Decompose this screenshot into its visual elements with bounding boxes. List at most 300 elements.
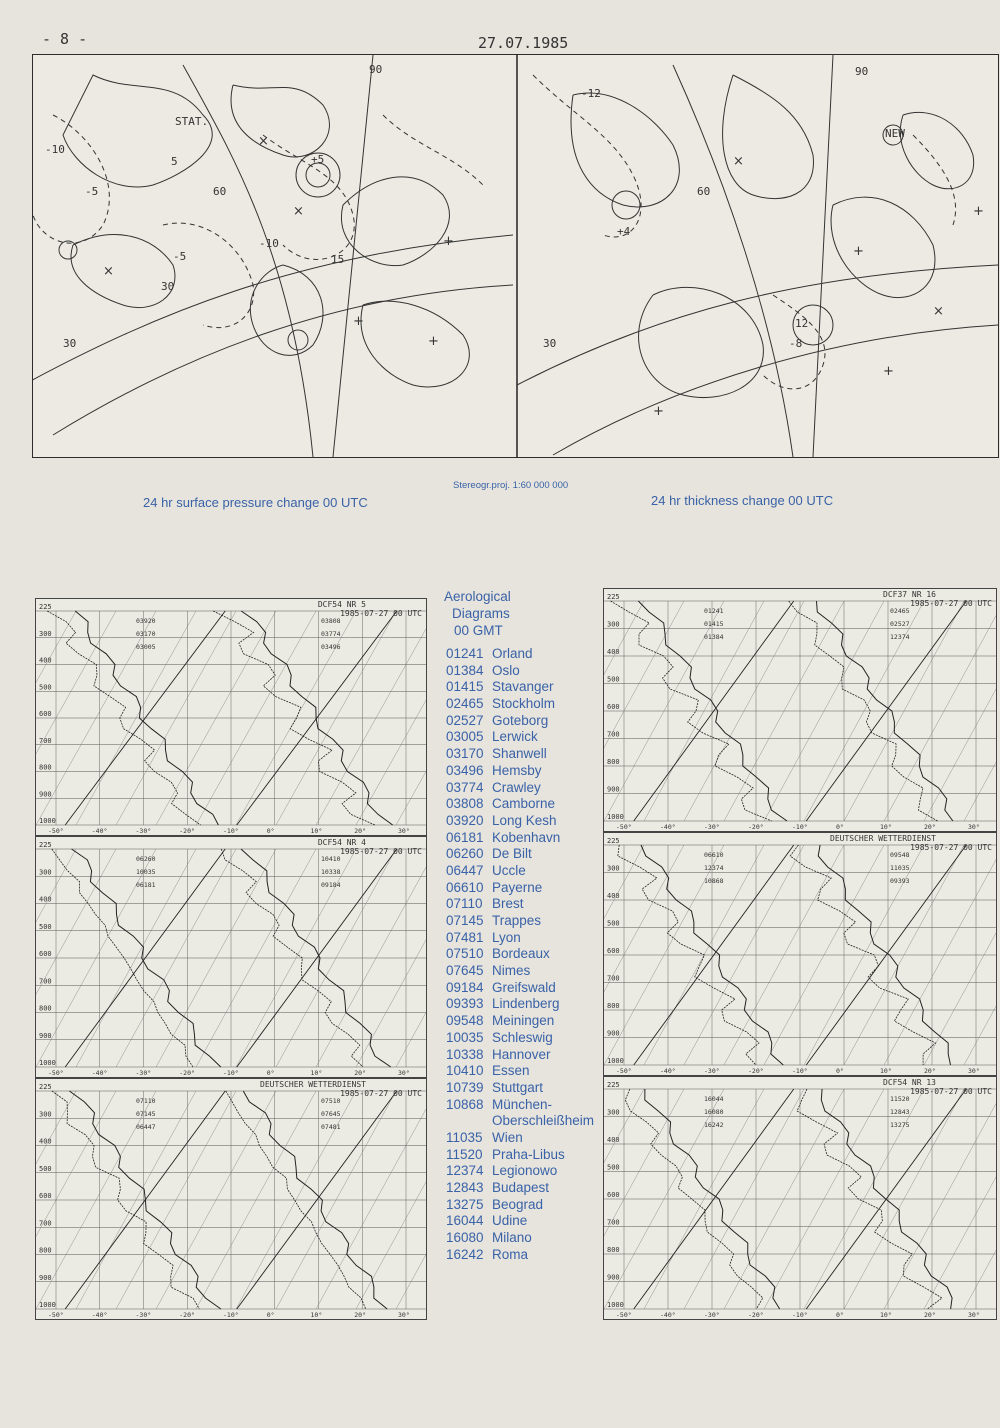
svg-text:×: × bbox=[733, 154, 744, 169]
pressure-label: 700 bbox=[39, 1219, 52, 1228]
svg-text:+: + bbox=[973, 204, 984, 219]
temperature-label: -20° bbox=[748, 823, 764, 831]
diagram-station-id: 06447 bbox=[136, 1123, 156, 1131]
station-id: 13275 bbox=[446, 1196, 484, 1212]
diagram-station-id: 03808 bbox=[321, 617, 341, 625]
station-id: 11520 bbox=[446, 1146, 483, 1162]
temperature-label: 10° bbox=[880, 1311, 892, 1319]
station-name: Lindenberg bbox=[492, 996, 560, 1012]
temperature-label: -50° bbox=[616, 823, 632, 831]
diagram-date-stamp: 1985-07-27 00 UTC bbox=[910, 1087, 992, 1096]
temperature-label: -10° bbox=[223, 1311, 239, 1319]
pressure-label: 500 bbox=[39, 683, 52, 692]
diagram-station-id: 10410 bbox=[321, 855, 341, 863]
station-id: 06447 bbox=[446, 862, 484, 878]
diagram-station-id: 11520 bbox=[890, 1095, 910, 1103]
station-name: Stockholm bbox=[492, 696, 556, 712]
pressure-label: 800 bbox=[39, 763, 52, 772]
temperature-label: 0° bbox=[266, 1311, 275, 1319]
pressure-label: 600 bbox=[39, 1192, 52, 1200]
diagram-station-id: 07145 bbox=[136, 1110, 156, 1118]
pressure-label: 600 bbox=[39, 950, 52, 958]
temperature-label: -10° bbox=[223, 1069, 239, 1077]
svg-text:×: × bbox=[103, 264, 114, 279]
diagram-station-id: 01241 bbox=[704, 607, 724, 615]
svg-text:+: + bbox=[853, 244, 864, 259]
diagram-station-id: 10035 bbox=[136, 868, 156, 876]
diagram-date-stamp: 1985-07-27 00 UTC bbox=[340, 847, 422, 856]
station-row bbox=[446, 913, 594, 930]
diagram-station-id: 12374 bbox=[890, 633, 910, 641]
pressure-label: 500 bbox=[607, 1163, 620, 1172]
station-id: 01415 bbox=[446, 679, 484, 695]
pressure-label: 500 bbox=[39, 922, 52, 931]
pressure-label: 400 bbox=[39, 1137, 52, 1146]
station-row bbox=[446, 1030, 594, 1047]
pressure-label: 600 bbox=[607, 947, 620, 955]
station-name: Bordeaux bbox=[492, 946, 550, 962]
station-id: 12374 bbox=[446, 1163, 484, 1179]
pressure-label: 900 bbox=[39, 1031, 52, 1040]
station-row bbox=[446, 646, 594, 663]
map-label: 90 bbox=[369, 63, 383, 76]
pressure-label: 400 bbox=[607, 892, 620, 900]
temperature-label: -10° bbox=[792, 1067, 808, 1075]
pressure-label: 1000 bbox=[39, 817, 56, 825]
aerological-diagram bbox=[603, 1076, 997, 1320]
station-row bbox=[446, 1247, 594, 1264]
station-row bbox=[446, 713, 594, 730]
diagram-station-id: 16044 bbox=[704, 1095, 724, 1103]
temperature-label: 10° bbox=[310, 1069, 323, 1077]
station-id: 09393 bbox=[446, 996, 484, 1012]
diagram-station-id: 02465 bbox=[890, 607, 910, 615]
station-name: Udine bbox=[492, 1213, 528, 1229]
station-row bbox=[446, 1163, 594, 1180]
temperature-label: -50° bbox=[616, 1311, 632, 1319]
diagram-date-stamp: 1985-07-27 00 UTC bbox=[340, 1089, 422, 1098]
pressure-label: 600 bbox=[607, 703, 620, 711]
diagram-date-stamp: 1985-07-27 00 UTC bbox=[910, 843, 992, 852]
station-name: Shanwell bbox=[492, 746, 547, 762]
svg-text:+: + bbox=[353, 314, 364, 329]
pressure-label: 225 bbox=[607, 1081, 620, 1089]
station-id: 06610 bbox=[446, 879, 484, 895]
pressure-label: 800 bbox=[607, 758, 620, 766]
temperature-label: 0° bbox=[836, 1067, 844, 1075]
station-row bbox=[446, 1013, 594, 1030]
diagram-grid bbox=[36, 837, 426, 1077]
temperature-label: 10° bbox=[310, 827, 323, 835]
station-name: Crawley bbox=[492, 779, 541, 795]
temperature-label: 30° bbox=[968, 1067, 980, 1075]
pressure-label: 900 bbox=[39, 790, 52, 799]
station-id: 01384 bbox=[446, 662, 484, 678]
diagram-station-id: 07510 bbox=[321, 1097, 341, 1105]
diagram-station-id: 03920 bbox=[136, 617, 156, 625]
station-id: 12843 bbox=[446, 1180, 484, 1195]
pressure-label: 1000 bbox=[607, 1301, 624, 1309]
station-row bbox=[446, 896, 594, 913]
diagram-station-id: 12374 bbox=[704, 864, 724, 872]
diagram-station-id: 10338 bbox=[321, 868, 341, 876]
diagram-header: DCF54 NR 5 bbox=[317, 600, 366, 609]
temperature-label: -30° bbox=[135, 827, 152, 835]
diagram-station-id: 09548 bbox=[890, 851, 910, 859]
station-id: 06181 bbox=[446, 829, 484, 845]
station-id: 10338 bbox=[446, 1046, 484, 1062]
pressure-label: 225 bbox=[39, 1083, 52, 1091]
station-id: 06260 bbox=[446, 846, 484, 862]
diagram-station-id: 16080 bbox=[704, 1108, 724, 1116]
station-row bbox=[446, 1130, 594, 1147]
svg-text:×: × bbox=[258, 134, 269, 149]
diagram-station-id: 07110 bbox=[136, 1097, 156, 1105]
diagram-station-id: 12843 bbox=[890, 1108, 910, 1116]
station-name: Stuttgart bbox=[492, 1079, 544, 1095]
station-name: Orland bbox=[492, 646, 533, 661]
pressure-label: 400 bbox=[607, 1136, 620, 1144]
station-id: 10739 bbox=[446, 1079, 484, 1095]
temperature-label: 10° bbox=[310, 1311, 323, 1319]
pressure-label: 400 bbox=[607, 648, 620, 656]
map-label: 60 bbox=[213, 185, 227, 198]
temperature-label: 20° bbox=[924, 823, 936, 831]
map-label: +5 bbox=[311, 153, 325, 166]
temperature-label: -20° bbox=[748, 1311, 764, 1319]
station-row bbox=[446, 930, 594, 947]
station-id: 10410 bbox=[446, 1063, 484, 1079]
temperature-label: 20° bbox=[924, 1067, 936, 1075]
diagram-station-id: 06260 bbox=[136, 855, 156, 863]
station-id: 07110 bbox=[446, 896, 483, 912]
temperature-label: 0° bbox=[266, 1069, 275, 1077]
pressure-label: 500 bbox=[39, 1164, 52, 1173]
map-label: -10 bbox=[45, 143, 65, 156]
map-label: 15 bbox=[331, 253, 345, 266]
projection-note: Stereogr.proj. 1:60 000 000 bbox=[453, 480, 569, 491]
station-row bbox=[446, 1197, 594, 1214]
map-label: -5 bbox=[173, 250, 187, 263]
temperature-label: -40° bbox=[91, 827, 108, 835]
map-label: 60 bbox=[697, 185, 711, 198]
pressure-label: 300 bbox=[607, 1108, 620, 1117]
diagram-station-id: 03496 bbox=[321, 643, 341, 651]
station-row bbox=[446, 679, 594, 696]
temperature-label: -50° bbox=[48, 827, 64, 835]
station-name: Budapest bbox=[492, 1180, 550, 1195]
pressure-label: 700 bbox=[39, 977, 52, 986]
diagram-date-stamp: 1985-07-27 00 UTC bbox=[910, 599, 992, 608]
station-id: 16080 bbox=[446, 1230, 484, 1246]
temperature-label: -30° bbox=[704, 823, 720, 831]
diagram-grid bbox=[36, 1079, 426, 1319]
map-label: STAT. bbox=[175, 115, 209, 128]
temperature-label: -20° bbox=[179, 1069, 195, 1077]
map-label: -5 bbox=[85, 185, 99, 198]
station-name: Greifswald bbox=[492, 979, 556, 995]
station-name: München- bbox=[492, 1096, 553, 1112]
temperature-label: -40° bbox=[660, 823, 676, 831]
station-id: 02527 bbox=[446, 712, 484, 728]
temperature-label: -40° bbox=[91, 1311, 108, 1319]
station-id: 07510 bbox=[446, 946, 484, 962]
temperature-label: 30° bbox=[968, 823, 980, 831]
pressure-label: 900 bbox=[39, 1273, 52, 1282]
station-row bbox=[446, 880, 594, 897]
station-id: 09184 bbox=[446, 979, 484, 995]
diagram-grid bbox=[604, 1077, 996, 1319]
station-id: 01241 bbox=[446, 646, 484, 661]
station-row bbox=[446, 1097, 594, 1114]
aerological-diagram bbox=[603, 588, 997, 832]
map-label: 30 bbox=[543, 337, 557, 350]
station-id: 02465 bbox=[446, 696, 484, 712]
station-id: 10035 bbox=[446, 1029, 484, 1045]
temperature-label: 30° bbox=[968, 1311, 980, 1319]
temperature-label: 30° bbox=[398, 827, 410, 835]
station-name: Hemsby bbox=[492, 762, 542, 778]
temperature-label: -50° bbox=[616, 1067, 632, 1075]
station-id: 03808 bbox=[446, 796, 484, 812]
temperature-label: -10° bbox=[792, 1311, 808, 1319]
aerological-title-line3: 00 GMT bbox=[454, 623, 503, 638]
station-row bbox=[446, 813, 594, 830]
map-label: 90 bbox=[855, 65, 869, 78]
aerological-title-line2: Diagrams bbox=[452, 606, 510, 621]
diagram-header: DCF54 NR 4 bbox=[317, 838, 366, 847]
temperature-label: 20° bbox=[354, 827, 366, 835]
temperature-label: 10° bbox=[880, 823, 892, 831]
pressure-label: 400 bbox=[39, 656, 52, 665]
station-row bbox=[446, 729, 594, 746]
diagram-station-id: 09393 bbox=[890, 877, 910, 885]
temperature-label: -40° bbox=[91, 1069, 108, 1077]
map-label: 12 bbox=[795, 317, 809, 330]
pressure-label: 600 bbox=[607, 1191, 620, 1199]
map-label: 30 bbox=[161, 280, 175, 293]
station-id: 03496 bbox=[446, 762, 484, 778]
pressure-label: 500 bbox=[607, 675, 620, 684]
pressure-label: 300 bbox=[39, 1110, 52, 1119]
station-row bbox=[446, 796, 594, 813]
station-id: 16044 bbox=[446, 1213, 484, 1229]
map-label: -12 bbox=[581, 87, 601, 100]
station-name: Legionowo bbox=[492, 1163, 558, 1179]
station-id: 09548 bbox=[446, 1013, 484, 1029]
temperature-label: -50° bbox=[48, 1069, 64, 1077]
diagram-grid bbox=[604, 589, 996, 831]
station-row bbox=[446, 746, 594, 763]
station-row bbox=[446, 1063, 594, 1080]
station-name: Lyon bbox=[492, 929, 521, 945]
station-name: Wien bbox=[492, 1129, 523, 1145]
pressure-label: 800 bbox=[39, 1246, 52, 1255]
pressure-label: 800 bbox=[607, 1002, 620, 1010]
station-id: 03005 bbox=[446, 729, 484, 745]
station-name: Kobenhavn bbox=[492, 829, 561, 845]
station-name: Goteborg bbox=[492, 712, 549, 728]
pressure-label: 700 bbox=[607, 730, 620, 739]
station-name: Nimes bbox=[492, 963, 531, 979]
station-name: Praha-Libus bbox=[492, 1146, 565, 1162]
temperature-label: -50° bbox=[48, 1311, 64, 1319]
svg-text:+: + bbox=[883, 364, 894, 379]
diagram-station-id: 01415 bbox=[704, 620, 724, 628]
diagram-station-id: 13275 bbox=[890, 1121, 910, 1129]
pressure-label: 500 bbox=[607, 919, 620, 928]
station-row bbox=[446, 946, 594, 963]
diagram-station-id: 06610 bbox=[704, 851, 724, 859]
diagram-header: DEUTSCHER WETTERDIENST bbox=[830, 834, 936, 843]
temperature-label: 0° bbox=[836, 823, 844, 831]
station-name: Long Kesh bbox=[492, 812, 557, 828]
temperature-label: -30° bbox=[704, 1311, 720, 1319]
temperature-label: -40° bbox=[660, 1311, 676, 1319]
station-id bbox=[446, 1113, 492, 1130]
station-id: 07645 bbox=[446, 963, 484, 979]
map-label: -8 bbox=[789, 337, 803, 350]
station-name: Brest bbox=[492, 896, 524, 912]
temperature-label: -10° bbox=[792, 823, 808, 831]
temperature-label: -20° bbox=[179, 827, 195, 835]
station-row bbox=[446, 980, 594, 997]
aerological-title bbox=[444, 588, 511, 639]
left-map-caption: 24 hr surface pressure change 00 UTC bbox=[143, 495, 368, 510]
diagram-date-stamp: 1985-07-27 00 UTC bbox=[340, 609, 422, 618]
pressure-label: 1000 bbox=[39, 1301, 56, 1309]
pressure-label: 700 bbox=[39, 736, 52, 745]
page-number: - 8 - bbox=[42, 30, 88, 48]
station-row bbox=[446, 846, 594, 863]
svg-text:×: × bbox=[933, 304, 944, 319]
map-label: 5 bbox=[171, 155, 178, 168]
station-row bbox=[446, 1230, 594, 1247]
diagram-header: DCF37 NR 16 bbox=[883, 590, 936, 599]
pressure-label: 800 bbox=[607, 1246, 620, 1254]
temperature-label: 20° bbox=[354, 1069, 366, 1077]
svg-text:×: × bbox=[293, 204, 304, 219]
temperature-label: 30° bbox=[398, 1311, 410, 1319]
diagram-grid bbox=[36, 599, 426, 835]
station-row bbox=[446, 996, 594, 1013]
map-label: NEW bbox=[885, 127, 905, 140]
station-row bbox=[446, 1113, 594, 1130]
station-id: 11035 bbox=[446, 1129, 483, 1145]
station-name: Oberschleißheim bbox=[492, 1113, 595, 1129]
temperature-label: 0° bbox=[836, 1311, 844, 1319]
diagram-station-id: 07645 bbox=[321, 1110, 341, 1118]
station-row bbox=[446, 1080, 594, 1097]
station-row bbox=[446, 830, 594, 847]
diagram-header: DCF54 NR 13 bbox=[883, 1078, 936, 1087]
page-date: 27.07.1985 bbox=[478, 34, 569, 52]
pressure-label: 600 bbox=[39, 710, 52, 718]
station-row bbox=[446, 963, 594, 980]
station-id: 16242 bbox=[446, 1246, 484, 1262]
station-list bbox=[446, 646, 594, 1263]
aerological-diagram bbox=[603, 832, 997, 1076]
pressure-label: 1000 bbox=[607, 1057, 624, 1065]
map-label: +4 bbox=[617, 225, 631, 238]
station-name: Uccle bbox=[492, 862, 526, 878]
temperature-label: -10° bbox=[223, 827, 239, 835]
station-id: 03774 bbox=[446, 779, 484, 795]
diagram-station-id: 03170 bbox=[136, 630, 156, 638]
diagram-station-id: 01384 bbox=[704, 633, 724, 641]
map-label: -10 bbox=[259, 237, 279, 250]
map-label: 30 bbox=[63, 337, 77, 350]
station-name: Roma bbox=[492, 1246, 529, 1262]
svg-text:+: + bbox=[653, 404, 664, 419]
temperature-label: -30° bbox=[135, 1069, 152, 1077]
station-name: Oslo bbox=[492, 662, 520, 678]
temperature-label: -20° bbox=[179, 1311, 195, 1319]
station-name: Hannover bbox=[492, 1046, 551, 1062]
diagram-station-id: 06181 bbox=[136, 881, 156, 889]
station-id: 07481 bbox=[446, 929, 484, 945]
temperature-label: 0° bbox=[266, 827, 275, 835]
station-name: Milano bbox=[492, 1230, 532, 1246]
pressure-label: 300 bbox=[39, 868, 52, 877]
pressure-label: 400 bbox=[39, 895, 52, 904]
temperature-label: 30° bbox=[398, 1069, 410, 1077]
aerological-title-line1: Aerological bbox=[444, 589, 511, 604]
pressure-label: 700 bbox=[607, 974, 620, 983]
temperature-label: -30° bbox=[704, 1067, 720, 1075]
station-row bbox=[446, 780, 594, 797]
station-row bbox=[446, 663, 594, 680]
pressure-label: 800 bbox=[39, 1004, 52, 1013]
station-id: 03170 bbox=[446, 746, 484, 762]
pressure-label: 225 bbox=[39, 603, 52, 611]
diagram-station-id: 16242 bbox=[704, 1121, 724, 1129]
pressure-label: 225 bbox=[607, 837, 620, 845]
diagram-station-id: 03005 bbox=[136, 643, 156, 651]
diagram-station-id: 11035 bbox=[890, 864, 910, 872]
aerological-diagram bbox=[35, 1078, 427, 1320]
diagram-station-id: 03774 bbox=[321, 630, 341, 638]
diagram-station-id: 07481 bbox=[321, 1123, 341, 1131]
station-row bbox=[446, 863, 594, 880]
svg-text:+: + bbox=[443, 234, 454, 249]
pressure-label: 225 bbox=[39, 841, 52, 849]
pressure-label: 300 bbox=[607, 620, 620, 629]
pressure-label: 1000 bbox=[607, 813, 624, 821]
svg-text:+: + bbox=[428, 334, 439, 349]
station-name: Schleswig bbox=[492, 1029, 553, 1045]
diagram-station-id: 10868 bbox=[704, 877, 724, 885]
station-name: Meiningen bbox=[492, 1013, 555, 1029]
diagram-grid bbox=[604, 833, 996, 1075]
station-row bbox=[446, 1147, 594, 1164]
station-row bbox=[446, 696, 594, 713]
diagram-station-id: 09184 bbox=[321, 881, 341, 889]
pressure-label: 1000 bbox=[39, 1059, 56, 1067]
diagram-station-id: 02527 bbox=[890, 620, 910, 628]
station-row bbox=[446, 1047, 594, 1064]
station-id: 10868 bbox=[446, 1096, 484, 1112]
station-row bbox=[446, 763, 594, 780]
station-name: Payerne bbox=[492, 879, 543, 895]
station-name: Stavanger bbox=[492, 679, 554, 695]
station-id: 07145 bbox=[446, 913, 484, 928]
temperature-label: 10° bbox=[880, 1067, 892, 1075]
pressure-label: 900 bbox=[607, 1029, 620, 1038]
station-name: Camborne bbox=[492, 796, 556, 812]
aerological-diagram bbox=[35, 598, 427, 836]
maps-drawing bbox=[33, 55, 998, 457]
